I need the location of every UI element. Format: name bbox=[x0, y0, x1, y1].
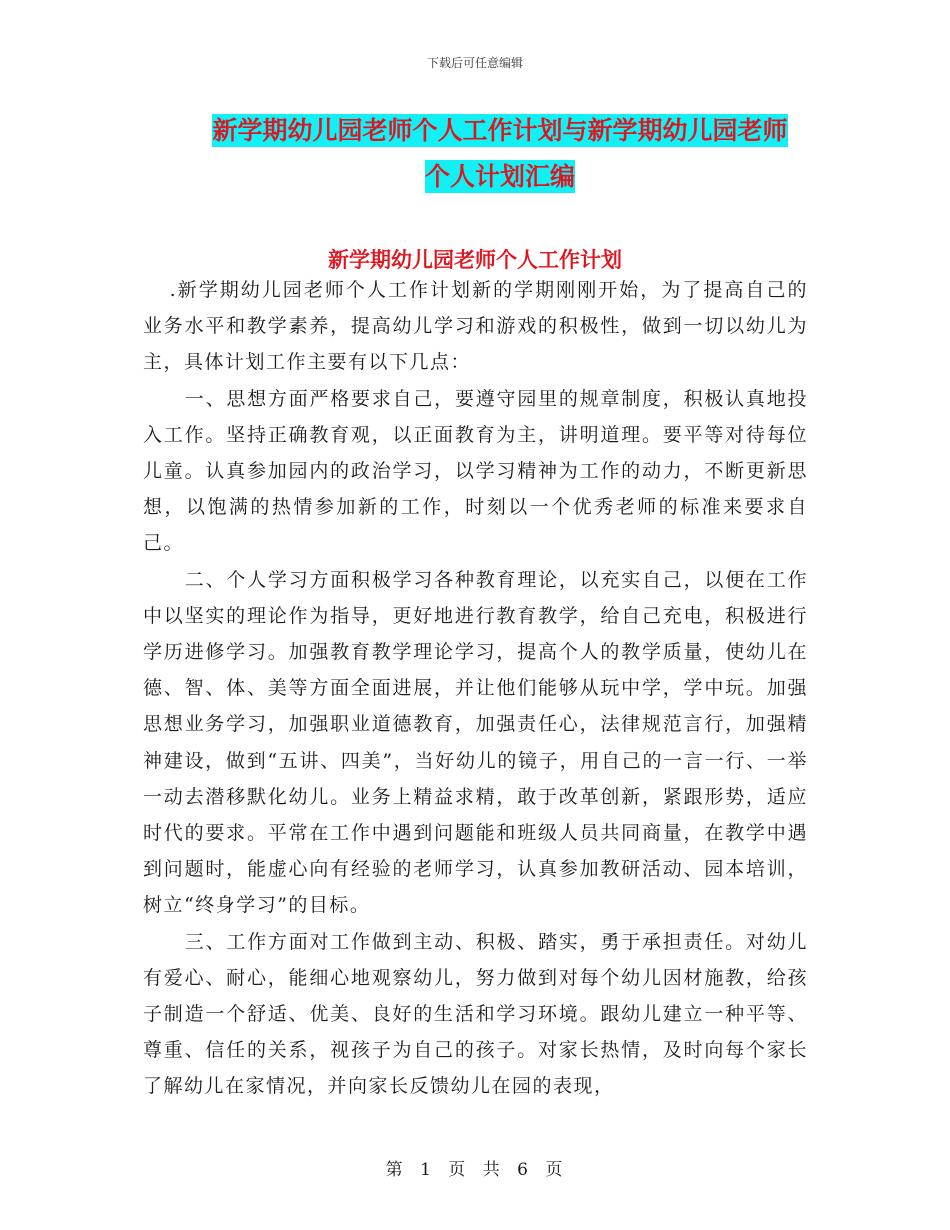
paragraph-study: 二、个人学习方面积极学习各种教育理论，以充实自己，以便在工作中以坚实的理论作为指导，更好地进行教育教学，给自己充电，积极进行学历进修学习。加强教育教学理论学习，提高个人的教学质量，使幼儿在德、智、体、美等方面全面进展，并让他们能够从玩中学，学中玩。加强思想业务学习，加强职业道德教育，加强责任心，法律规范言行，加强精神建设，做到“五讲、四美”，当好幼儿的镜子，用自己的一言一行、一举一动去潜移默化幼儿。业务上精益求精，敢于改革创新，紧跟形势，适应时代的要求。平常在工作中遇到问题能和班级人员共同商量，在教学中遇到问题时，能虚心向有经验的老师学习，认真参加教研活动、园本培训，树立“终身学习”的目标。 bbox=[143, 568, 808, 917]
header-note: 下载后可任意编辑 bbox=[426, 56, 523, 70]
section-title: 新学期幼儿园老师个人工作计划 bbox=[328, 247, 622, 272]
main-title-line1: 新学期幼儿园老师个人工作计划与新学期幼儿园老师 bbox=[212, 116, 788, 145]
main-title-line2: 个人计划汇编 bbox=[424, 162, 575, 191]
paragraph-thought: 一、思想方面严格要求自己，要遵守园里的规章制度，积极认真地投入工作。坚持正确教育观，以正面教育为主，讲明道理。要平等对待每位儿童。认真参加园内的政治学习，以学习精神为工作的动力，不断更新思想，以饱满的热情参加新的工作，时刻以一个优秀老师的标准来要求自己。 bbox=[143, 387, 808, 555]
body-text bbox=[143, 272, 808, 1105]
page-footer: 第 1 页 共 6 页 bbox=[385, 1160, 565, 1180]
paragraph-intro: .新学期幼儿园老师个人工作计划新的学期刚刚开始，为了提高自己的业务水平和教学素养，提高幼儿学习和游戏的积极性，做到一切以幼儿为主，具体计划工作主要有以下几点： bbox=[143, 279, 808, 374]
main-title bbox=[150, 108, 850, 200]
paragraph-work: 三、工作方面对工作做到主动、积极、踏实，勇于承担责任。对幼儿有爱心、耐心，能细心地观察幼儿，努力做到对每个幼儿因材施教，给孩子制造一个舒适、优美、良好的生活和学习环境。跟幼儿建立一种平等、尊重、信任的关系，视孩子为自己的孩子。对家长热情，及时向每个家长了解幼儿在家情况，并向家长反馈幼儿在园的表现， bbox=[143, 930, 808, 1098]
